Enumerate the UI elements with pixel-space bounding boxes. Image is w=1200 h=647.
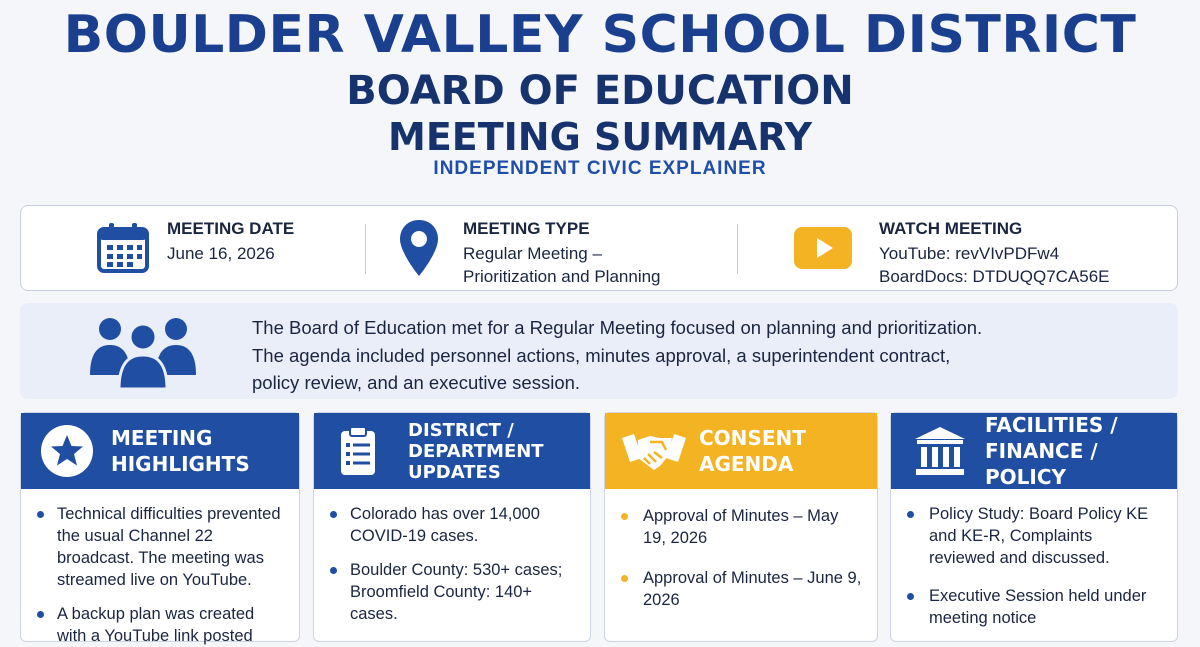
card-title-line: UPDATES — [408, 461, 501, 483]
highlights-list — [21, 489, 299, 647]
list-item: Executive Session held under meeting notice — [905, 585, 1157, 629]
summary-line: policy review, and an executive session. — [252, 372, 581, 393]
calendar-icon — [93, 218, 153, 278]
card-title-line: DISTRICT / — [408, 419, 514, 441]
handshake-icon — [619, 421, 689, 481]
list-item: Colorado has over 14,000 COVID-19 cases. — [328, 503, 576, 547]
card-header — [605, 413, 877, 489]
card-header — [314, 413, 590, 489]
people-group-icon — [88, 315, 198, 394]
facilities-list — [891, 489, 1177, 629]
page-header — [0, 6, 1200, 180]
summary-line: The Board of Education met for a Regular Meeting focused on planning and prioritization. — [252, 317, 983, 338]
boarddocs-link[interactable]: BoardDocs: DTDUQQ7CA56E — [879, 267, 1110, 286]
youtube-link[interactable]: YouTube: revVIvPDFw4 — [879, 244, 1060, 263]
summary-line: The agenda included personnel actions, minutes approval, a superintendent contract, — [252, 344, 951, 366]
card-title — [111, 425, 250, 477]
card-title — [985, 412, 1177, 490]
star-icon — [35, 421, 99, 481]
district-updates-card — [313, 412, 591, 642]
list-item: Policy Study: Board Policy KE and KE-R, Complaints reviewed and discussed. — [905, 503, 1157, 569]
card-title-line: CONSENT — [699, 426, 806, 450]
watch-meeting-label: WATCH MEETING — [879, 219, 1023, 238]
updates-list — [314, 489, 590, 625]
card-title-line: FINANCE / POLICY — [985, 439, 1098, 489]
title-district: BOULDER VALLEY SCHOOL DISTRICT — [63, 5, 1137, 65]
card-title-line: HIGHLIGHTS — [111, 452, 250, 476]
consent-agenda-card — [604, 412, 878, 642]
list-item: Boulder County: 530+ cases; Broomfield County: 140+ cases. — [328, 559, 576, 625]
card-header — [21, 413, 299, 489]
meeting-info-bar — [20, 205, 1178, 291]
title-board: BOARD OF EDUCATION — [346, 68, 854, 114]
card-title-line: FACILITIES / — [985, 413, 1118, 437]
summary-text — [252, 314, 1152, 397]
info-divider — [365, 224, 366, 274]
location-pin-icon — [393, 218, 445, 278]
meeting-type-line2: Prioritization and Planning — [463, 267, 661, 286]
list-item: Approval of Minutes – June 9, 2026 — [619, 567, 863, 611]
subtitle: INDEPENDENT CIVIC EXPLAINER — [433, 158, 767, 179]
consent-list — [605, 489, 877, 611]
watch-meeting-cell — [791, 206, 1110, 290]
meeting-highlights-card — [20, 412, 300, 645]
meeting-date-value: June 16, 2026 — [167, 244, 275, 263]
facilities-finance-policy-card — [890, 412, 1178, 642]
card-title-line: DEPARTMENT — [408, 440, 544, 462]
info-divider — [737, 224, 738, 274]
meeting-type-line1: Regular Meeting – — [463, 244, 602, 263]
summary-panel — [20, 303, 1178, 399]
clipboard-icon — [336, 421, 380, 481]
card-title — [408, 420, 544, 483]
title-meeting-summary: MEETING SUMMARY — [388, 115, 812, 159]
list-item: Approval of Minutes – May 19, 2026 — [619, 505, 863, 549]
meeting-type-label: MEETING TYPE — [463, 219, 590, 238]
meeting-date-cell — [93, 206, 294, 290]
list-item: Technical difficulties prevented the usual Channel 22 broadcast. The meeting was streamed live on YouTube. — [35, 503, 285, 591]
meeting-type-cell — [393, 206, 661, 290]
card-title — [699, 425, 806, 477]
card-title-line: MEETING — [111, 426, 213, 450]
video-play-icon[interactable] — [791, 218, 855, 278]
meeting-date-label: MEETING DATE — [167, 219, 295, 238]
card-title-line: AGENDA — [699, 452, 794, 476]
list-item: A backup plan was created with a YouTube link posted — [35, 603, 285, 647]
building-icon — [913, 421, 967, 481]
card-header — [891, 413, 1177, 489]
